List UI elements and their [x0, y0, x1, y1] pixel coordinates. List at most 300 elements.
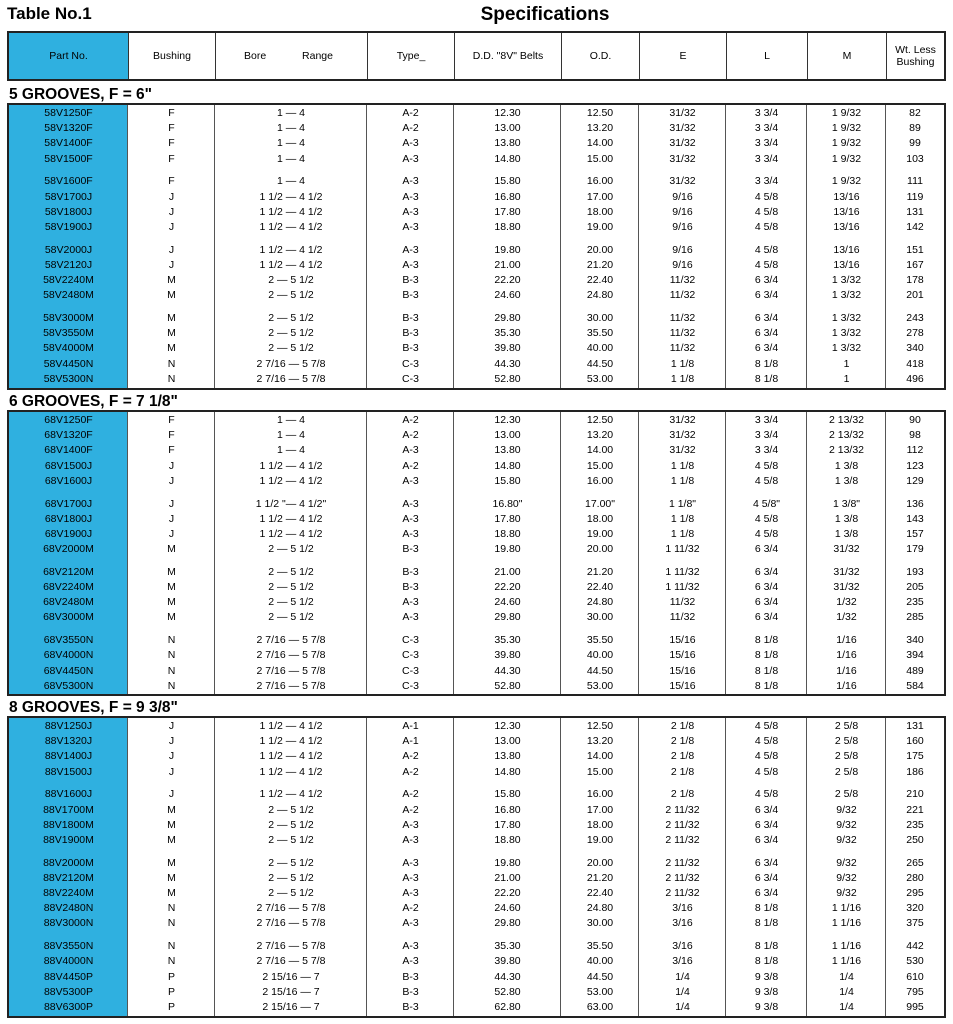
table-row	[9, 174, 944, 189]
cell-l: 8 1/8	[754, 664, 779, 677]
cell-m: 1 9/32	[831, 152, 862, 165]
cell-type: C-3	[402, 649, 419, 662]
cell-dd-belts: 21.00	[494, 258, 521, 271]
cell-bore-range: 2 — 5 1/2	[268, 887, 314, 899]
table-row	[9, 871, 944, 886]
cell-m: 13/16	[833, 220, 860, 233]
cell-od: 21.20	[586, 871, 614, 884]
table-row	[9, 856, 944, 871]
cell-e: 31/32	[669, 122, 696, 135]
cell-part-no: 58V2480M	[43, 289, 94, 302]
cell-bushing: J	[168, 474, 175, 487]
cell-l: 8 1/8	[754, 634, 779, 647]
cell-bushing: N	[167, 902, 176, 915]
cell-dd-belts: 62.80	[494, 1000, 521, 1013]
cell-m: 31/32	[833, 581, 860, 593]
cell-bushing: J	[168, 497, 175, 510]
cell-bore-range: 2 — 5 1/2	[268, 871, 314, 884]
cell-od: 20.00	[586, 243, 614, 256]
cell-od: 40.00	[586, 342, 614, 355]
cell-m: 1 9/32	[831, 122, 862, 135]
cell-od: 35.50	[586, 940, 614, 953]
cell-bushing: N	[167, 357, 176, 370]
cell-l: 6 3/4	[754, 856, 779, 869]
cell-l: 6 3/4	[754, 611, 779, 624]
cell-type: A-3	[402, 833, 419, 846]
cell-e: 2 1/8	[670, 735, 695, 748]
cell-m: 1/4	[839, 985, 854, 998]
cell-type: A-2	[402, 107, 419, 119]
cell-m: 1	[843, 357, 850, 370]
cell-bore-range: 1 1/2 — 4 1/2	[259, 474, 323, 487]
header-bore-range	[215, 33, 367, 79]
cell-part-no: 88V5300P	[43, 985, 94, 998]
cell-l: 4 5/8	[754, 474, 779, 487]
header-type: Type_	[367, 33, 454, 79]
table-row	[9, 939, 944, 954]
cell-part-no: 58V4000M	[43, 342, 94, 355]
cell-bushing: M	[167, 803, 176, 816]
cell-e: 3/16	[672, 917, 693, 930]
cell-od: 30.00	[586, 311, 614, 324]
cell-dd-belts: 52.80	[494, 372, 521, 385]
cell-bushing: F	[168, 444, 175, 457]
cell-m: 9/32	[836, 818, 857, 831]
cell-weight: 235	[906, 818, 924, 831]
cell-weight: 489	[906, 664, 924, 677]
cell-od: 14.00	[586, 137, 614, 150]
cell-od: 24.80	[586, 902, 614, 915]
cell-bushing: M	[167, 311, 176, 324]
cell-weight: 280	[906, 871, 924, 884]
cell-od: 40.00	[586, 649, 614, 662]
cell-l: 6 3/4	[754, 803, 779, 816]
cell-l: 6 3/4	[754, 596, 779, 609]
cell-od: 53.00	[586, 372, 614, 385]
table-row	[9, 580, 944, 595]
cell-type: A-3	[402, 512, 419, 525]
cell-l: 8 1/8	[754, 372, 779, 385]
cell-e: 15/16	[669, 649, 696, 662]
cell-dd-belts: 18.80	[494, 220, 521, 233]
cell-e: 3/16	[672, 902, 693, 915]
cell-part-no: 68V2480M	[43, 596, 94, 609]
cell-bushing: F	[168, 137, 175, 150]
cell-type: A-3	[402, 887, 419, 899]
cell-od: 13.20	[586, 122, 614, 135]
cell-type: A-3	[402, 611, 419, 624]
cell-bore-range: 2 15/16 — 7	[262, 985, 320, 998]
page-title: Specifications	[480, 4, 610, 25]
cell-m: 1	[843, 372, 850, 385]
cell-dd-belts: 17.80	[494, 512, 521, 525]
cell-weight: 320	[906, 902, 924, 915]
cell-type: A-3	[402, 818, 419, 831]
cell-dd-belts: 15.80	[494, 788, 521, 801]
cell-part-no: 58V5300N	[43, 372, 94, 385]
cell-part-no: 88V6300P	[43, 1000, 94, 1013]
cell-bushing: F	[168, 429, 175, 442]
cell-dd-belts: 13.80	[494, 137, 521, 150]
cell-type: B-3	[402, 543, 419, 556]
table-row	[9, 1000, 944, 1015]
cell-bushing: N	[167, 634, 176, 647]
cell-e: 1 1/8"	[668, 497, 697, 510]
cell-dd-belts: 16.80	[494, 190, 521, 203]
cell-bore-range: 2 — 5 1/2	[268, 596, 314, 609]
cell-l: 4 5/8	[754, 765, 779, 778]
cell-weight: 394	[906, 649, 924, 662]
cell-type: A-2	[402, 459, 419, 472]
cell-bore-range: 1 — 4	[276, 175, 305, 188]
cell-part-no: 88V2000M	[43, 856, 94, 869]
cell-type: A-3	[402, 205, 419, 218]
cell-bore-range: 1 1/2 — 4 1/2	[259, 190, 323, 203]
cell-bore-range: 1 — 4	[276, 107, 305, 119]
cell-dd-belts: 22.20	[494, 887, 521, 899]
cell-m: 2 5/8	[834, 735, 859, 748]
cell-bore-range: 2 — 5 1/2	[268, 342, 314, 355]
cell-m: 1 3/32	[831, 311, 862, 324]
cell-type: B-3	[402, 289, 419, 302]
cell-l: 3 3/4	[754, 107, 779, 119]
cell-e: 1/4	[675, 985, 690, 998]
cell-od: 21.20	[586, 258, 614, 271]
cell-bore-range: 2 7/16 — 5 7/8	[256, 955, 326, 968]
cell-m: 13/16	[833, 258, 860, 271]
cell-weight: 131	[906, 720, 924, 732]
cell-l: 8 1/8	[754, 917, 779, 930]
cell-l: 4 5/8	[754, 190, 779, 203]
table-row	[9, 664, 944, 679]
cell-dd-belts: 16.80	[494, 803, 521, 816]
cell-part-no: 58V4450N	[43, 357, 94, 370]
cell-dd-belts: 12.30	[494, 107, 521, 119]
cell-od: 19.00	[586, 833, 614, 846]
cell-type: B-3	[402, 970, 419, 983]
cell-m: 1 9/32	[831, 175, 862, 188]
cell-m: 1 3/8	[834, 512, 859, 525]
table-row	[9, 833, 944, 848]
cell-bushing: J	[168, 527, 175, 540]
table-row	[9, 901, 944, 916]
cell-dd-belts: 13.80	[494, 750, 521, 763]
cell-m: 2 5/8	[834, 750, 859, 763]
cell-m: 2 13/32	[828, 444, 865, 457]
cell-weight: 243	[906, 311, 924, 324]
cell-part-no: 58V1500F	[44, 152, 93, 165]
cell-weight: 201	[906, 289, 924, 302]
cell-bore-range: 2 — 5 1/2	[268, 581, 314, 593]
header-part-no: Part No.	[9, 33, 128, 79]
cell-dd-belts: 19.80	[494, 543, 521, 556]
table-row	[9, 787, 944, 802]
cell-type: A-2	[402, 788, 419, 801]
cell-od: 22.40	[586, 887, 614, 899]
cell-dd-belts: 35.30	[494, 940, 521, 953]
cell-bushing: F	[168, 152, 175, 165]
cell-bushing: M	[167, 833, 176, 846]
cell-bore-range: 1 1/2 — 4 1/2	[259, 720, 323, 732]
cell-l: 3 3/4	[754, 444, 779, 457]
cell-part-no: 88V1900M	[43, 833, 94, 846]
cell-weight: 265	[906, 856, 924, 869]
cell-bore-range: 1 1/2 — 4 1/2	[259, 459, 323, 472]
table-row	[9, 542, 944, 557]
cell-e: 31/32	[669, 175, 696, 188]
cell-e: 15/16	[669, 634, 696, 647]
cell-bore-range: 2 — 5 1/2	[268, 856, 314, 869]
table-row	[9, 765, 944, 780]
cell-od: 16.00	[586, 175, 614, 188]
cell-l: 6 3/4	[754, 565, 779, 578]
cell-type: A-3	[402, 955, 419, 968]
cell-weight: 123	[906, 459, 924, 472]
cell-bushing: J	[168, 190, 175, 203]
cell-type: C-3	[402, 679, 419, 692]
cell-m: 1 3/32	[831, 289, 862, 302]
cell-e: 1 11/32	[665, 565, 700, 578]
cell-part-no: 68V5300N	[43, 679, 94, 692]
cell-od: 20.00	[586, 856, 614, 869]
table-row	[9, 985, 944, 1000]
cell-bore-range: 1 — 4	[276, 429, 305, 442]
cell-bushing: J	[168, 765, 175, 778]
cell-dd-belts: 44.30	[494, 970, 521, 983]
cell-bore-range: 1 — 4	[276, 122, 305, 135]
cell-od: 18.00	[586, 205, 614, 218]
cell-dd-belts: 17.80	[494, 818, 521, 831]
cell-dd-belts: 14.80	[494, 459, 521, 472]
cell-m: 9/32	[836, 803, 857, 816]
cell-weight: 131	[906, 205, 924, 218]
cell-m: 2 13/32	[828, 414, 865, 426]
table-row	[9, 428, 944, 443]
cell-part-no: 58V2000J	[44, 243, 93, 256]
cell-e: 9/16	[672, 190, 693, 203]
cell-e: 15/16	[669, 679, 696, 692]
cell-part-no: 88V1250J	[44, 720, 93, 732]
cell-e: 11/32	[669, 611, 696, 624]
cell-type: A-2	[402, 122, 419, 135]
cell-dd-belts: 12.30	[494, 414, 521, 426]
cell-od: 30.00	[586, 611, 614, 624]
cell-m: 1 1/16	[831, 955, 862, 968]
cell-weight: 111	[907, 175, 923, 188]
cell-dd-belts: 22.20	[494, 274, 521, 286]
cell-dd-belts: 15.80	[494, 474, 521, 487]
cell-bushing: J	[168, 512, 175, 525]
cell-l: 4 5/8	[754, 459, 779, 472]
cell-bore-range: 1 1/2 — 4 1/2	[259, 220, 323, 233]
section-title: 5 GROOVES, F = 6"	[9, 86, 153, 103]
cell-m: 13/16	[833, 243, 860, 256]
cell-part-no: 58V1250F	[44, 107, 93, 119]
cell-bushing: M	[167, 327, 176, 340]
cell-bore-range: 1 — 4	[276, 414, 305, 426]
table-row	[9, 288, 944, 303]
cell-part-no: 68V2120M	[43, 565, 94, 578]
cell-bore-range: 2 — 5 1/2	[268, 289, 314, 302]
cell-weight: 205	[906, 581, 924, 593]
cell-l: 9 3/8	[754, 1000, 779, 1013]
cell-m: 1 3/32	[831, 342, 862, 355]
cell-od: 15.00	[586, 152, 614, 165]
cell-type: A-3	[402, 190, 419, 203]
cell-od: 24.80	[586, 596, 614, 609]
cell-e: 31/32	[669, 414, 696, 426]
cell-weight: 160	[906, 735, 924, 748]
cell-dd-belts: 18.80	[494, 833, 521, 846]
cell-type: A-2	[402, 414, 419, 426]
cell-e: 1 1/8	[670, 512, 695, 525]
cell-dd-belts: 13.00	[494, 429, 521, 442]
cell-od: 16.00	[586, 474, 614, 487]
cell-weight: 119	[906, 190, 924, 203]
cell-dd-belts: 29.80	[494, 917, 521, 930]
cell-dd-belts: 19.80	[494, 856, 521, 869]
cell-e: 9/16	[672, 205, 693, 218]
cell-dd-belts: 39.80	[494, 649, 521, 662]
cell-bore-range: 1 1/2 — 4 1/2	[259, 765, 323, 778]
cell-l: 4 5/8	[754, 258, 779, 271]
cell-m: 1 3/32	[831, 274, 862, 286]
table-row	[9, 413, 944, 428]
cell-m: 9/32	[836, 833, 857, 846]
cell-m: 1/16	[836, 664, 857, 677]
cell-l: 8 1/8	[754, 357, 779, 370]
cell-e: 11/32	[669, 342, 696, 355]
cell-l: 6 3/4	[754, 581, 779, 593]
cell-od: 19.00	[586, 527, 614, 540]
cell-l: 4 5/8	[754, 512, 779, 525]
cell-bushing: F	[168, 175, 175, 188]
cell-l: 4 5/8	[754, 220, 779, 233]
cell-bore-range: 2 7/16 — 5 7/8	[256, 917, 326, 930]
table-row	[9, 565, 944, 580]
table-row	[9, 152, 944, 167]
cell-part-no: 58V2240M	[43, 274, 94, 286]
cell-part-no: 68V1700J	[44, 497, 93, 510]
cell-m: 9/32	[836, 856, 857, 869]
cell-od: 44.50	[586, 664, 614, 677]
cell-weight: 221	[906, 803, 924, 816]
cell-m: 1 3/32	[831, 327, 862, 340]
cell-bore-range: 2 — 5 1/2	[268, 565, 314, 578]
cell-od: 16.00	[586, 788, 614, 801]
cell-part-no: 58V3000M	[43, 311, 94, 324]
cell-part-no: 88V3000N	[43, 917, 94, 930]
cell-weight: 530	[906, 955, 924, 968]
cell-dd-belts: 44.30	[494, 664, 521, 677]
table-row	[9, 326, 944, 341]
cell-part-no: 88V2120M	[43, 871, 94, 884]
cell-l: 3 3/4	[754, 414, 779, 426]
cell-dd-belts: 14.80	[494, 765, 521, 778]
cell-l: 4 5/8	[754, 205, 779, 218]
cell-part-no: 68V1320F	[44, 429, 93, 442]
cell-bushing: N	[167, 664, 176, 677]
cell-l: 3 3/4	[754, 122, 779, 135]
header-e: E	[639, 33, 726, 79]
cell-weight: 442	[906, 940, 924, 953]
cell-l: 8 1/8	[754, 955, 779, 968]
cell-bushing: J	[168, 750, 175, 763]
table-row	[9, 527, 944, 542]
cell-e: 11/32	[669, 274, 696, 286]
cell-bushing: M	[167, 274, 176, 286]
cell-bore-range: 2 7/16 — 5 7/8	[256, 372, 326, 385]
cell-bushing: J	[168, 205, 175, 218]
table-row	[9, 106, 944, 121]
cell-m: 1 9/32	[831, 137, 862, 150]
cell-weight: 98	[909, 429, 921, 442]
cell-weight: 179	[906, 543, 924, 556]
cell-m: 13/16	[833, 205, 860, 218]
cell-dd-belts: 29.80	[494, 311, 521, 324]
cell-bore-range: 2 — 5 1/2	[268, 327, 314, 340]
cell-type: A-2	[402, 750, 419, 763]
cell-bore-range: 1 1/2 — 4 1/2	[259, 205, 323, 218]
cell-weight: 250	[906, 833, 924, 846]
table-row	[9, 474, 944, 489]
table-row	[9, 243, 944, 258]
cell-weight: 178	[906, 274, 924, 286]
cell-bushing: M	[167, 289, 176, 302]
cell-bore-range: 1 1/2 — 4 1/2	[259, 527, 323, 540]
cell-part-no: 68V1500J	[44, 459, 93, 472]
table-row	[9, 749, 944, 764]
table-row	[9, 136, 944, 151]
cell-e: 2 1/8	[670, 765, 695, 778]
cell-type: A-3	[402, 175, 419, 188]
cell-bushing: J	[168, 243, 175, 256]
cell-weight: 210	[906, 788, 924, 801]
cell-weight: 496	[906, 372, 924, 385]
cell-dd-belts: 18.80	[494, 527, 521, 540]
cell-type: B-3	[402, 327, 419, 340]
cell-weight: 90	[909, 414, 921, 426]
cell-l: 6 3/4	[754, 833, 779, 846]
cell-bore-range: 1 1/2 — 4 1/2	[259, 750, 323, 763]
cell-e: 9/16	[672, 220, 693, 233]
cell-l: 6 3/4	[754, 274, 779, 286]
cell-bore-range: 2 — 5 1/2	[268, 543, 314, 556]
section-table	[7, 103, 946, 390]
cell-type: A-3	[402, 940, 419, 953]
table-row	[9, 273, 944, 288]
cell-bore-range: 1 1/2 — 4 1/2	[259, 512, 323, 525]
cell-bore-range: 1 — 4	[276, 137, 305, 150]
cell-type: A-3	[402, 258, 419, 271]
cell-bushing: J	[168, 720, 175, 732]
cell-bore-range: 2 7/16 — 5 7/8	[256, 679, 326, 692]
cell-weight: 89	[909, 122, 921, 135]
cell-dd-belts: 13.80	[494, 444, 521, 457]
table-row	[9, 459, 944, 474]
cell-e: 11/32	[669, 327, 696, 340]
cell-l: 3 3/4	[754, 137, 779, 150]
cell-bushing: M	[167, 818, 176, 831]
cell-bore-range: 2 — 5 1/2	[268, 274, 314, 286]
cell-part-no: 58V1900J	[44, 220, 93, 233]
table-row	[9, 220, 944, 235]
cell-l: 6 3/4	[754, 818, 779, 831]
header-m: M	[807, 33, 886, 79]
cell-part-no: 88V1400J	[44, 750, 93, 763]
cell-weight: 295	[906, 887, 924, 899]
cell-l: 4 5/8	[754, 750, 779, 763]
